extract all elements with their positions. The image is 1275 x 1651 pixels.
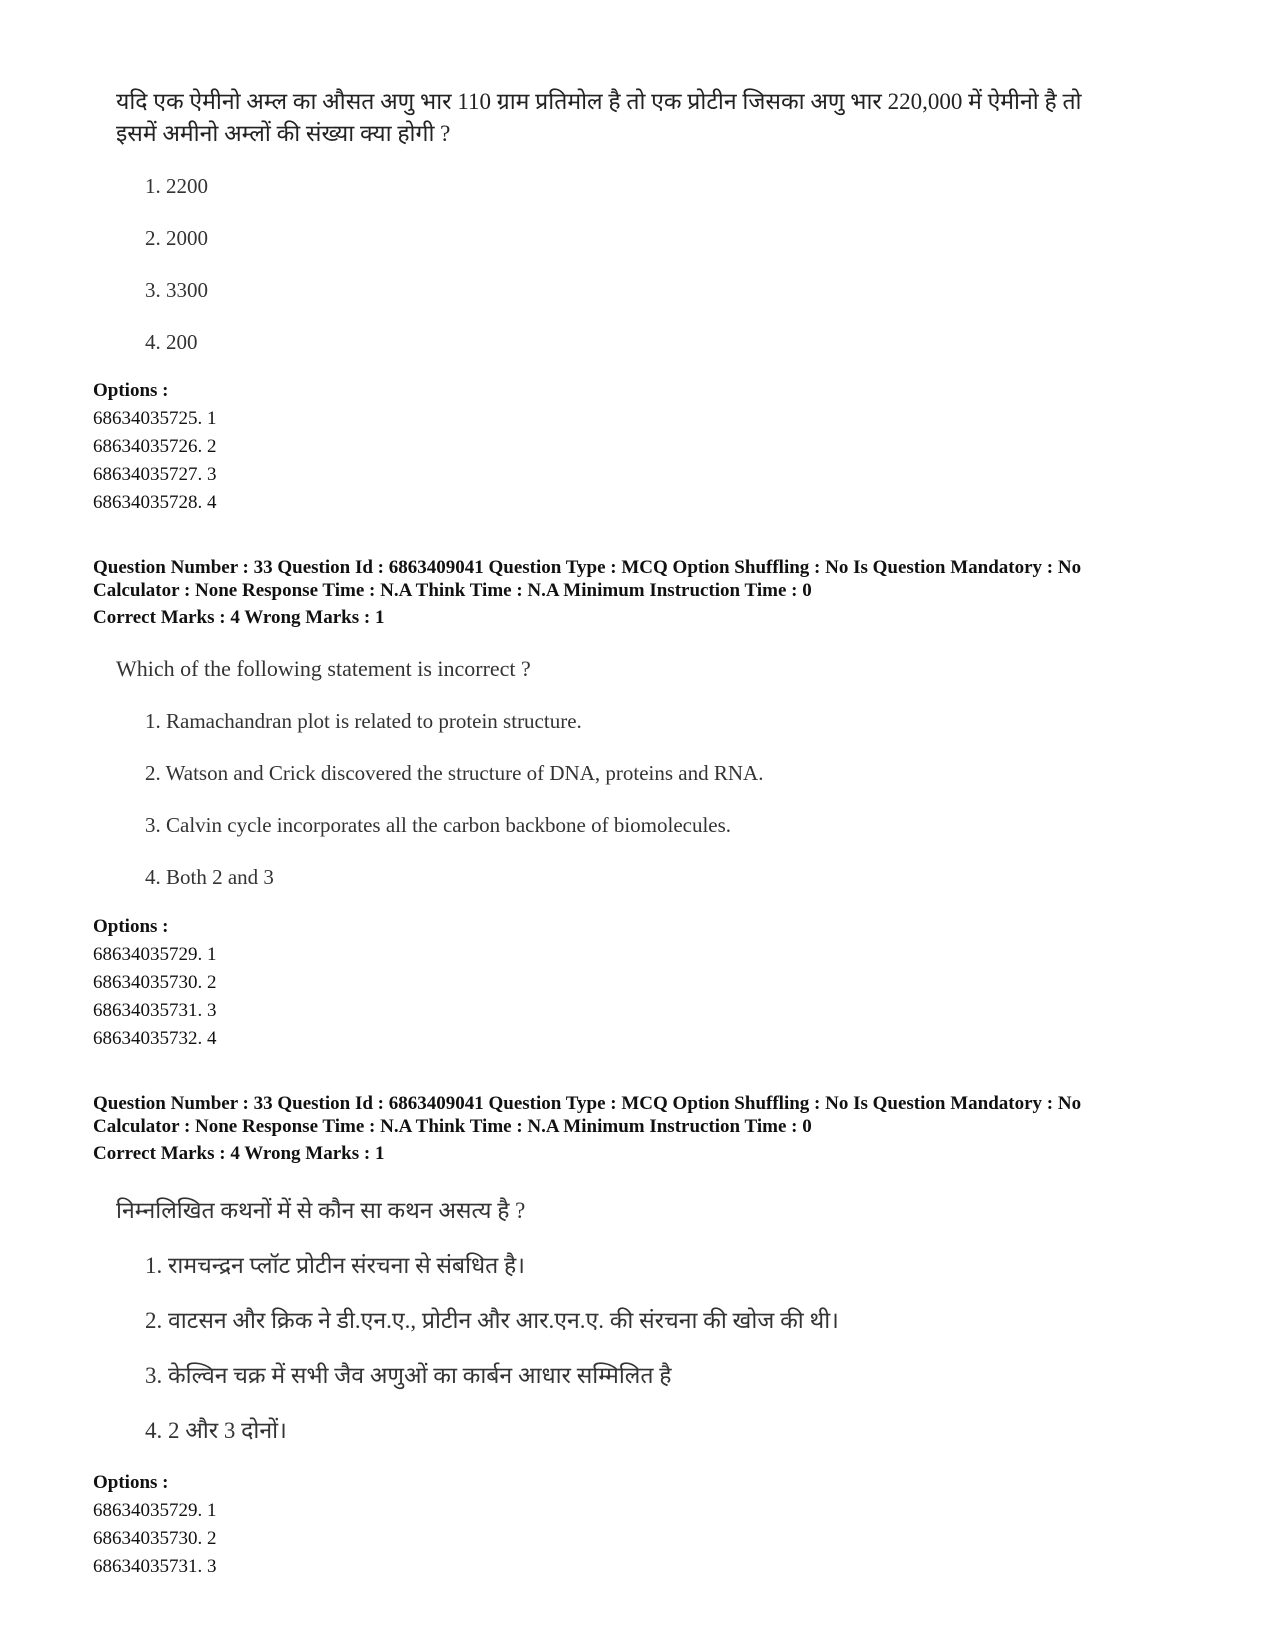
choice-4: 4. Both 2 and 3 [145,865,274,889]
choice-4: 4. 200 [145,330,198,354]
choice-3: 3. 3300 [145,278,208,302]
options-label: Options : [93,1472,169,1493]
choice-2: 2. वाटसन और क्रिक ने डी.एन.ए., प्रोटीन और आर.एन.ए. की संरचना की खोज की थी। [145,1308,839,1333]
meta-line: Question Number : 33 Question Id : 6863409041 Question Type : MCQ Option Shuffling : No Is Question Mandatory : No [93,557,1082,578]
question-meta [93,556,1263,629]
choice-1: 1. रामचन्द्रन प्लॉट प्रोटीन संरचना से संबधित है। [145,1253,525,1278]
option-id: 68634035729. 1 [93,1500,217,1521]
question-meta [93,1092,1263,1165]
question-text: Which of the following statement is incorrect ? [116,656,531,681]
choice-4: 4. 2 और 3 दोनों। [145,1418,287,1443]
choice-1: 1. Ramachandran plot is related to protein structure. [145,709,582,733]
option-id: 68634035725. 1 [93,408,217,429]
choice-2: 2. Watson and Crick discovered the structure of DNA, proteins and RNA. [145,761,764,785]
option-id: 68634035726. 2 [93,436,217,457]
option-id: 68634035732. 4 [93,1028,217,1049]
choice-3: 3. केल्विन चक्र में सभी जैव अणुओं का कार्बन आधार सम्मिलित है [145,1363,672,1388]
question-line: इसमें अमीनो अम्लों की संख्या क्या होगी ? [116,121,451,146]
meta-line: Correct Marks : 4 Wrong Marks : 1 [93,1143,385,1164]
choice-2: 2. 2000 [145,226,208,250]
question-line: यदि एक ऐमीनो अम्ल का औसत अणु भार 110 ग्राम प्रतिमोल है तो एक प्रोटीन जिसका अणु भार 220,000 में ऐमीनो है तो [116,89,1082,114]
option-id: 68634035731. 3 [93,1556,217,1577]
choice-3: 3. Calvin cycle incorporates all the carbon backbone of biomolecules. [145,813,732,837]
meta-line: Calculator : None Response Time : N.A Think Time : N.A Minimum Instruction Time : 0 [93,580,812,601]
question-text-hindi [116,86,1216,150]
meta-line: Question Number : 33 Question Id : 6863409041 Question Type : MCQ Option Shuffling : No Is Question Mandatory : No [93,1093,1082,1114]
choice-1: 1. 2200 [145,174,208,198]
option-id: 68634035727. 3 [93,464,217,485]
options-label: Options : [93,916,169,937]
question-text-hindi: निम्नलिखित कथनों में से कौन सा कथन असत्य है ? [116,1198,526,1223]
option-id: 68634035731. 3 [93,1000,217,1021]
option-id: 68634035729. 1 [93,944,217,965]
option-id: 68634035728. 4 [93,492,217,513]
options-label: Options : [93,380,169,401]
option-id: 68634035730. 2 [93,972,217,993]
meta-line: Correct Marks : 4 Wrong Marks : 1 [93,607,385,628]
meta-line: Calculator : None Response Time : N.A Think Time : N.A Minimum Instruction Time : 0 [93,1116,812,1137]
option-id: 68634035730. 2 [93,1528,217,1549]
